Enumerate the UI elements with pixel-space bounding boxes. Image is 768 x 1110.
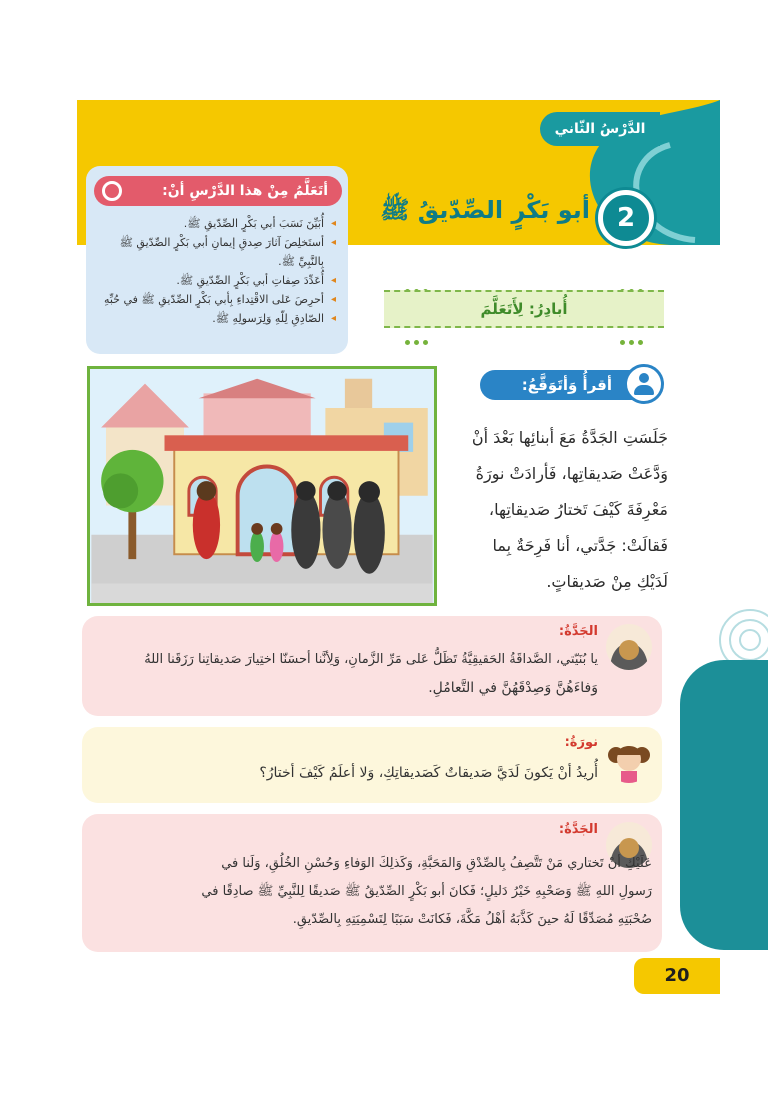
dialog-card-grandmother-2 (82, 814, 662, 952)
speech-line: وَفاءَهُنَّ وَصِدْقَهُنَّ في التَّعامُلِ. (428, 680, 598, 696)
passage-line: جَلَسَتِ الجَدَّةُ مَعَ أبنائِها بَعْدَ أنْ (471, 428, 668, 447)
objectives-heading-text: أتَعَلَّمُ مِنْ هذا الدَّرْسِ أنْ: (162, 183, 328, 199)
spiral-icon (102, 181, 122, 201)
speaker-name: الجَدَّةُ: (558, 624, 598, 639)
speech-line: عَلَيْكِ أنْ تَختاري مَنْ تَتَّصِفُ بِالصِّدْقِ وَالمَحَبَّةِ، وَكَذلِكَ الوَفاءِ وَحُسْنِ الخُلُقِ، وَلَنا في (221, 856, 652, 871)
passage-line: وَدَّعَتْ صَديقاتِها، فَأرادَتْ نورَةُ (475, 464, 668, 483)
objectives-heading (94, 176, 342, 206)
speech-line: يا بُنَيّتي، الصَّداقَةُ الحَقيقِيَّةُ تَظَلُّ عَلى مَرِّ الزَّمانِ، وَلِأنَّنا أحسَنّا اختِيارَ صَديقاتِنا رَزَقَنا اللهُ (144, 652, 598, 667)
objectives-list (86, 214, 348, 328)
speech-line: رَسولِ اللهِ ﷺ وَصَحْبِهِ خَيْرُ دَليلٍ؛ فَكانَ أبو بَكْرٍ الصِّدّيقُ ﷺ صَديقًا لِلنَّبِيِّ ﷺ صادِقًا في (201, 884, 652, 899)
speaker-name: نورَةُ: (564, 735, 598, 750)
objectives-box (86, 166, 348, 354)
passage-line: فَقالَتْ: جَدَّتي، أنا فَرِحَةٌ بِما (492, 536, 668, 555)
noura-avatar (606, 737, 652, 783)
story-illustration (87, 366, 437, 606)
side-teal-band (680, 660, 768, 950)
reader-icon (624, 364, 664, 404)
page-number: 20 (634, 958, 720, 994)
objective-item-continued: ◂ الصّادِقِ لِلّهِ وَلِرَسولِهِ ﷺ. (94, 309, 336, 328)
speech-text (98, 759, 598, 787)
lesson-title: أبو بَكْرٍ الصِّدّيقُ ﷺ (380, 196, 590, 224)
read-and-expect-label: أقرأُ وَأتَوَقَّعُ: (480, 370, 656, 400)
dot-divider-bottom (384, 330, 664, 336)
objective-item: ◂ أُعَدِّدَ صِفاتِ أبي بَكْرٍ الصِّدّيقِ ﷺ. (94, 271, 336, 290)
speech-text (98, 646, 598, 702)
dialog-card-grandmother-1 (82, 616, 662, 716)
dialog-card-noura (82, 727, 662, 803)
speech-line: صُحْبَتِهِ مُصَدِّقًا لَهُ حينَ كَذَّبَهُ أهْلُ مَكَّةَ، فَكانَتْ سَبَبًا لِتَسْمِيَتِهِ بِالصِّدّيقِ. (292, 912, 652, 927)
dot-divider-top (384, 279, 664, 285)
warmup-banner: أُبادِرُ: لِأَتَعَلَّمَ (384, 290, 664, 328)
objective-item: ◂ أستَخلِصَ آثارَ صِدقِ إيمانِ أبي بَكْرٍ الصِّدّيقِ ﷺ بِالنَّبِيِّ ﷺ. (94, 233, 336, 271)
speech-text (92, 850, 652, 934)
lesson-tag: الدَّرْسُ الثّاني (540, 112, 660, 146)
reading-passage (450, 420, 668, 600)
passage-line: مَعْرِفَةَ كَيْفَ تَختارُ صَديقاتِها، (488, 500, 668, 519)
objective-item: ◂ أُبَيِّنَ نَسَبَ أبي بَكْرٍ الصِّدّيقِ ﷺ. (94, 214, 336, 233)
speaker-name: الجَدَّةُ: (558, 822, 598, 837)
grandmother-avatar (606, 624, 652, 670)
speech-line: أُريدُ أنْ يَكونَ لَدَيَّ صَديقاتٌ كَصَديقاتِكِ، وَلا أعلَمُ كَيْفَ أختارُ؟ (259, 765, 598, 781)
objective-item: ◂ أحرِصَ عَلى الاقْتِداءِ بِأبي بَكْرٍ الصِّدّيقِ ﷺ في حُبِّهِ (94, 290, 336, 309)
lesson-number-badge: 2 (598, 190, 654, 246)
passage-line: لَدَيْكِ مِنْ صَديقاتٍ. (546, 572, 668, 591)
